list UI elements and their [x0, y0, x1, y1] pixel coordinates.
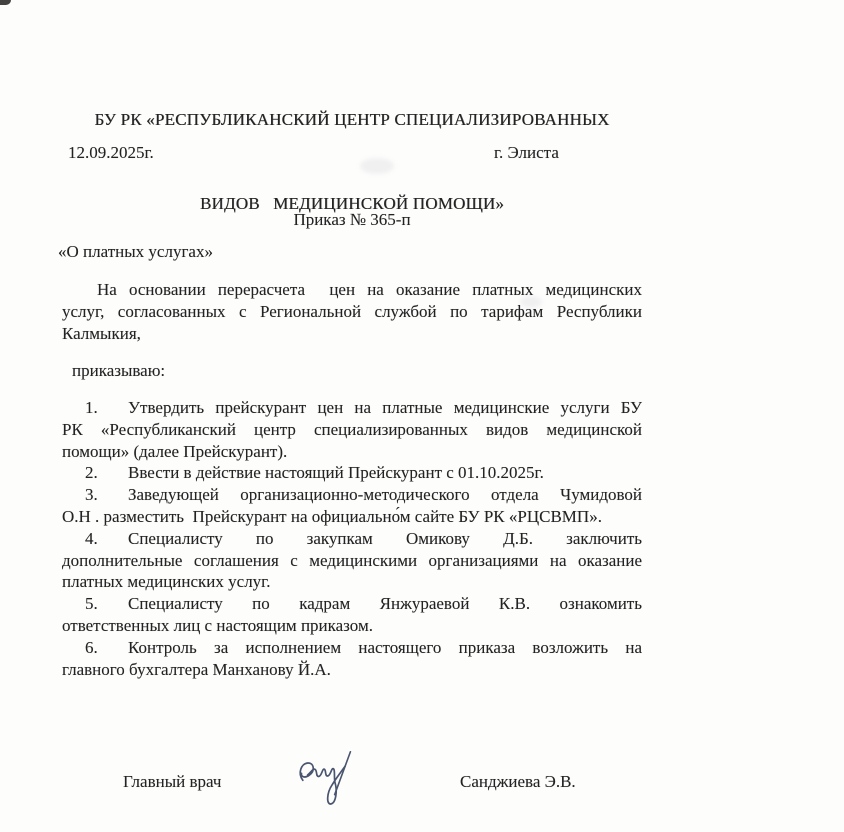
- document-date: 12.09.2025г.: [68, 143, 154, 162]
- order-item-5: [62, 593, 642, 637]
- organization-name-line1: БУ РК «РЕСПУБЛИКАНСКИЙ ЦЕНТР СПЕЦИАЛИЗИРОВАННЫХ: [94, 110, 610, 129]
- item-number: 2.: [85, 463, 98, 483]
- scan-corner-artifact: [0, 0, 11, 5]
- signature-role: Главный врач: [123, 772, 222, 791]
- item-line: главного бухгалтера Манханову Й.А.: [62, 659, 331, 679]
- item-line: платных медицинских услуг.: [62, 572, 271, 592]
- order-item-6: [62, 637, 642, 681]
- document-city: г. Элиста: [494, 143, 559, 162]
- date-city-row: [62, 143, 642, 165]
- item-number: 5.: [85, 594, 98, 614]
- order-item-1: [62, 397, 642, 462]
- organization-name-line2: ВИДОВ МЕДИЦИНСКОЙ ПОМОЩИ»: [199, 194, 505, 213]
- item-number: 3.: [85, 485, 98, 505]
- item-line: РК «Республиканский центр специализированных видов медицинской: [62, 419, 642, 439]
- item-number: 6.: [85, 637, 98, 657]
- order-number-title: Приказ № 365-п: [293, 210, 411, 229]
- item-line: дополнительные соглашения с медицинскими организациями на оказание: [62, 550, 642, 570]
- preamble-line: Калмыкия,: [62, 323, 141, 343]
- order-items-list: [62, 397, 642, 680]
- signature-name: Санджиева Э.В.: [460, 772, 576, 791]
- preamble-line: На основании перерасчета цен на оказание платных медицинских: [97, 280, 642, 299]
- item-number: 1.: [85, 398, 98, 417]
- signature-autograph: [287, 745, 369, 820]
- item-line: Специалисту по закупкам Омикову Д.Б. заключить: [128, 528, 642, 548]
- order-item-4: [62, 528, 642, 593]
- order-item-3: [62, 484, 642, 528]
- order-subject: «О платных услугах»: [58, 242, 213, 261]
- item-line: Контроль за исполнением настоящего приказа возложить на: [128, 637, 642, 657]
- item-line: ответственных лиц с настоящим приказом.: [62, 615, 373, 635]
- item-line: О.Н . разместить Прейскурант на официально́м сайте БУ РК «РЦСВМП».: [62, 506, 602, 526]
- order-item-2: [62, 462, 642, 484]
- decree-word: приказываю:: [72, 361, 166, 380]
- preamble-line: услуг, согласованных с Региональной службой по тарифам Республики: [62, 301, 642, 321]
- item-line: Ввести в действие настоящий Прейскурант с 01.10.2025г.: [128, 463, 544, 483]
- item-line: Утвердить прейскурант цен на платные медицинские услуги БУ: [128, 398, 642, 417]
- item-number: 4.: [85, 528, 98, 548]
- item-line: Заведующей организационно-методического отдела Чумидовой: [128, 485, 642, 505]
- preamble-paragraph: [62, 279, 642, 344]
- item-line: помощи» (далее Прейскурант).: [62, 441, 288, 461]
- item-line: Специалисту по кадрам Янжураевой К.В. ознакомить: [128, 594, 642, 614]
